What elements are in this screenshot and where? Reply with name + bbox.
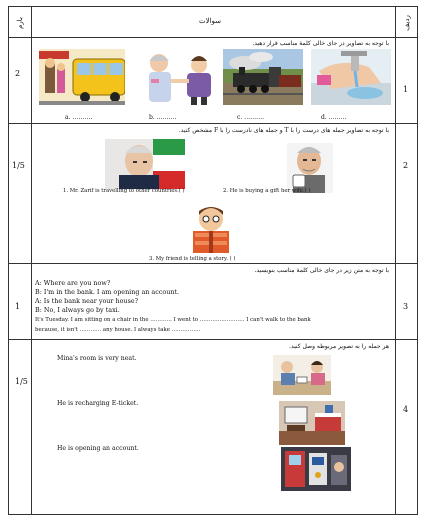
bank-counter-picture <box>273 355 331 395</box>
q2-score: 1/5 <box>12 161 25 170</box>
row-header: ردیف <box>403 15 411 31</box>
ticket-machine-picture <box>281 447 351 491</box>
dialogue-line-1: A: Where are you now? <box>35 279 111 287</box>
row-divider-3 <box>9 339 417 340</box>
header-divider <box>9 37 417 38</box>
row-column-divider <box>395 7 396 514</box>
blank-d: d. ……… <box>321 114 347 121</box>
q2-number: 2 <box>403 161 409 170</box>
row-divider-1 <box>9 123 417 124</box>
q4-instruction: هر جمله را به تصویر مربوطه وصل کنید. <box>289 343 389 350</box>
boy-reading-picture <box>185 203 237 255</box>
match-item-2: He is recharging E-ticket. <box>57 400 139 407</box>
q2-sentence-3: 3. My friend is telling a story. ( ) <box>149 256 236 262</box>
match-item-1: Mina's room is very neat. <box>57 355 137 362</box>
q3-number: 3 <box>403 302 409 311</box>
match-item-3: He is opening an account. <box>57 445 139 452</box>
dialogue-line-2: B: I'm in the bank. I am opening an account. <box>35 288 180 296</box>
q3-instruction: با توجه به متن زیر در جای خالی کلمهٔ مناسب بنویسید. <box>254 267 389 274</box>
q1-number: 1 <box>403 85 409 94</box>
dialogue-line-3: A: Is the bank near your house? <box>35 297 139 305</box>
passage-line-2: because, it isn't ………… any house. I always take ……………. <box>35 327 201 333</box>
washing-picture <box>311 49 391 105</box>
blank-b: b. ………. <box>149 114 177 121</box>
dialogue-line-4: B: No, I always go by taxi. <box>35 306 120 314</box>
questions-header: سوالات <box>199 17 222 25</box>
man-with-mug-picture <box>287 143 333 193</box>
old-woman-picture <box>141 49 219 105</box>
minister-picture <box>105 139 185 189</box>
q3-score: 1 <box>15 302 21 311</box>
bus-stop-picture <box>39 49 125 105</box>
q2-sentence-2: 2. He is buying a gift her wife.( ) <box>223 188 311 194</box>
row-divider-2 <box>9 263 417 264</box>
q1-instruction: با توجه به تصاویر در جای خالی کلمهٔ مناسب قرار دهید. <box>252 40 389 47</box>
passage-line-1: It's Tuesday. I am sitting on a chair in the ………… I went to ……………………. I can't walk to the bank <box>35 317 311 323</box>
blank-c: c. ………. <box>237 114 265 121</box>
score-header: بارم <box>16 17 24 29</box>
q4-number: 4 <box>403 405 409 414</box>
q2-sentence-1: 1. Mr. Zarif is travelling to other countries.( ) <box>63 188 185 194</box>
neat-room-picture <box>279 401 345 445</box>
exam-sheet <box>8 6 418 515</box>
q2-instruction: با توجه به تصاویر جمله های درست را با T و جمله های نادرست را با F مشخص کنید. <box>178 127 389 134</box>
q1-score: 2 <box>15 69 21 78</box>
score-column-divider <box>31 7 32 514</box>
q4-score: 1/5 <box>15 377 28 386</box>
blank-a: a. ………. <box>65 114 93 121</box>
train-picture <box>223 49 303 105</box>
